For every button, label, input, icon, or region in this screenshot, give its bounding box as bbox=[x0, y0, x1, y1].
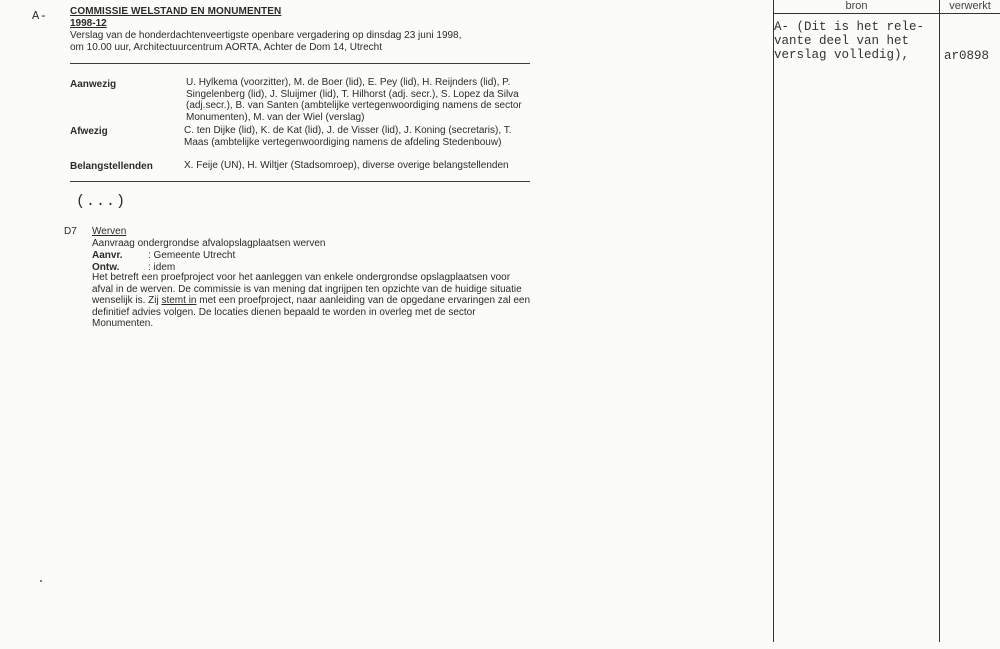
interested-label: Belangstellenden bbox=[70, 161, 153, 172]
source-note: A- (Dit is het rele- vante deel van het verslag volledig), bbox=[774, 20, 925, 63]
section-number: D7 bbox=[64, 226, 77, 237]
column-header-source: bron bbox=[845, 0, 868, 12]
section-body-part1: Het betreft een proefproject voor het aanleggen van enkele ondergrondse opslagplaatsen voor afval in de werven. De commissie is van mening dat ingrijpen ten opzichte van de huidige situatie wenselijk is. Zij bbox=[92, 272, 522, 307]
divider-bottom bbox=[70, 181, 530, 182]
interested-list: X. Feije (UN), H. Wiltjer (Stadsomroep), diverse overige belangstellenden bbox=[184, 160, 509, 171]
margin-mark: A- bbox=[32, 9, 48, 23]
present-list: U. Hylkema (voorzitter), M. de Boer (lid), E. Pey (lid), H. Reijnders (lid), P. Singelenberg (lid), J. Sluijmer (lid), T. Hilhorst (adj. secr.), S. Lopez da Silva (adj.secr.), B. van Santen (ambtelijke vertegenwoordiging namens de sector Monumenten), M. van der Wiel (verslag) bbox=[186, 77, 522, 123]
section-body-underlined: stemt in bbox=[161, 295, 197, 307]
absent-list: C. ten Dijke (lid), K. de Kat (lid), J. de Visser (lid), J. Koning (secretaris), T. Maas (ambtelijke vertegenwoordiging namens de afdeling Stedenbouw) bbox=[184, 125, 512, 148]
column-divider-left bbox=[773, 0, 774, 642]
document-code: 1998-12 bbox=[70, 18, 107, 29]
omission-mark: (...) bbox=[76, 193, 127, 210]
designer-value: : idem bbox=[148, 262, 176, 273]
column-divider-right bbox=[939, 0, 940, 642]
column-header-rule bbox=[773, 13, 1000, 14]
column-header-processed: verwerkt bbox=[949, 0, 991, 12]
designer-label: Ontw. bbox=[92, 262, 120, 273]
divider-top bbox=[70, 63, 530, 64]
section-body bbox=[92, 272, 532, 330]
meeting-description-line2: om 10.00 uur, Architectuurcentrum AORTA, Achter de Dom 14, Utrecht bbox=[70, 42, 382, 53]
document-title: COMMISSIE WELSTAND EN MONUMENTEN bbox=[70, 6, 282, 17]
section-title: Werven bbox=[92, 226, 127, 237]
section-subtitle: Aanvraag ondergrondse afvalopslagplaatsen werven bbox=[92, 238, 326, 249]
present-label: Aanwezig bbox=[70, 79, 117, 90]
meeting-description bbox=[70, 30, 530, 54]
absent-label: Afwezig bbox=[70, 126, 108, 137]
section-body-part2: met een proefproject, naar aanleiding van de opgedane ervaringen zal een definitief advies volgen. De locaties dienen bepaald te worden in overleg met de sector Monumenten. bbox=[92, 295, 531, 330]
scan-speck bbox=[40, 580, 42, 582]
applicant-value: : Gemeente Utrecht bbox=[148, 250, 236, 261]
processed-code: ar0898 bbox=[944, 49, 990, 63]
meeting-description-line1: Verslag van de honderdachtenveertigste openbare vergadering op dinsdag 23 juni 1998, bbox=[70, 30, 462, 41]
applicant-label: Aanvr. bbox=[92, 250, 123, 261]
